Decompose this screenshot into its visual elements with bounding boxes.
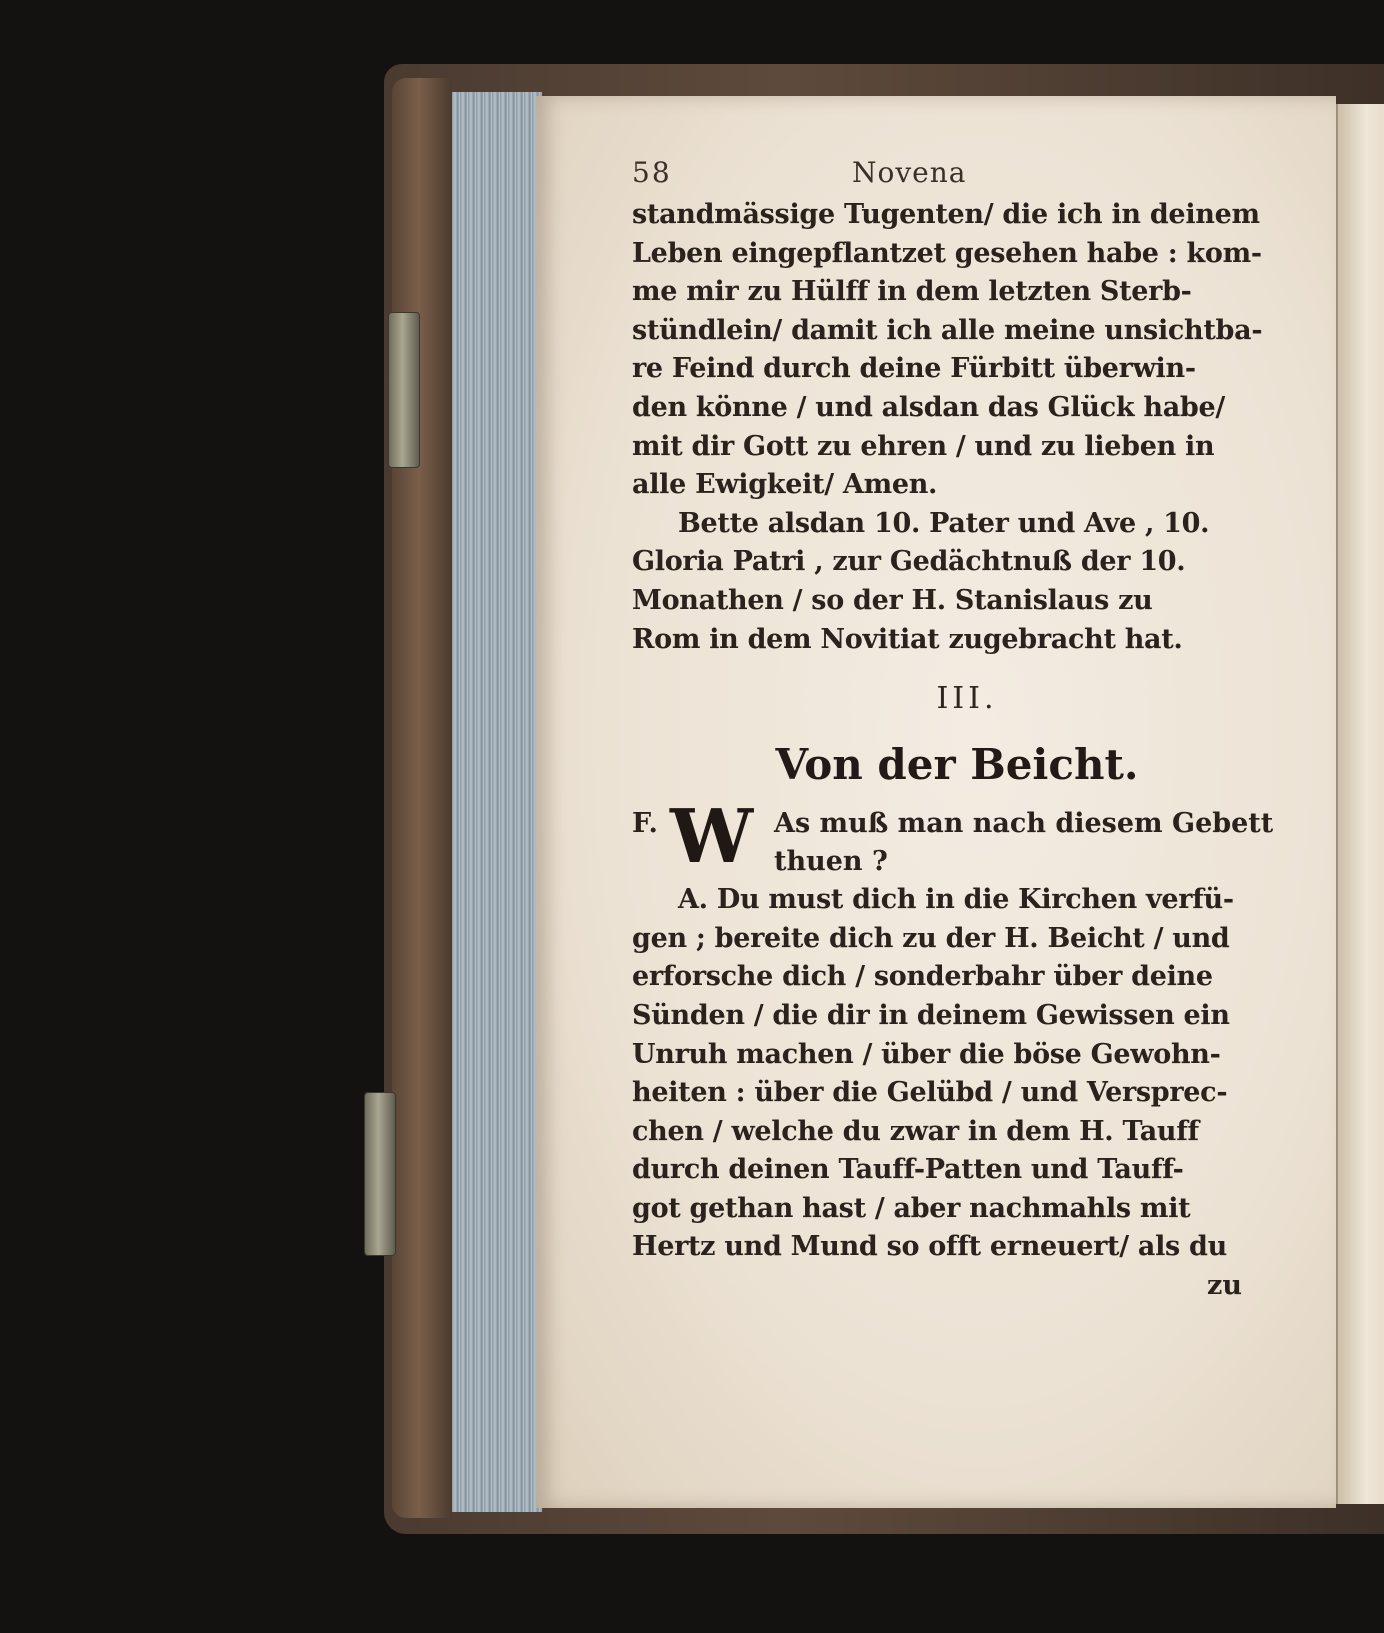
text-line: Rom in dem Novitiat zugebracht hat. bbox=[632, 623, 1183, 655]
running-title: Novena bbox=[852, 156, 967, 189]
text-line: me mir zu Hülff in dem letzten Sterb- bbox=[632, 276, 1192, 308]
text-line: re Feind durch deine Fürbitt überwin- bbox=[632, 353, 1196, 385]
drop-cap-initial: W bbox=[670, 794, 754, 881]
text-line: stündlein/ damit ich alle meine unsichtba- bbox=[632, 314, 1263, 346]
text-line: gen ; bereite dich zu der H. Beicht / und bbox=[632, 922, 1230, 954]
catchword: zu bbox=[1207, 1270, 1242, 1302]
text-line: Bette alsdan 10. Pater und Ave , 10. bbox=[678, 507, 1210, 539]
facing-page-edge bbox=[1336, 104, 1384, 1504]
text-line: Monathen / so der H. Stanislaus zu bbox=[632, 584, 1153, 616]
text-line: Unruh machen / über die böse Gewohn- bbox=[632, 1038, 1221, 1070]
section-number: III. bbox=[936, 681, 998, 717]
question-block bbox=[632, 794, 1274, 881]
page-header bbox=[632, 156, 1242, 196]
text-line: den könne / und alsdan das Glück habe/ bbox=[632, 391, 1225, 423]
page-text bbox=[632, 156, 1274, 1306]
instruction-paragraph bbox=[632, 505, 1242, 659]
text-line: got gethan hast / aber nachmahls mit bbox=[632, 1192, 1191, 1224]
text-line: chen / welche du zwar in dem H. Tauff bbox=[632, 1115, 1199, 1147]
question-line: thuen ? bbox=[774, 846, 888, 878]
page-edges bbox=[452, 92, 542, 1512]
text-line: standmässige Tugenten/ die ich in deinem bbox=[632, 199, 1260, 230]
text-line: alle Ewigkeit/ Amen. bbox=[632, 469, 938, 501]
text-line: mit dir Gott zu ehren / und zu lieben in bbox=[632, 430, 1215, 462]
answer-paragraph bbox=[632, 881, 1242, 1267]
prayer-paragraph bbox=[632, 196, 1263, 505]
text-line: Gloria Patri , zur Gedächtnuß der 10. bbox=[632, 546, 1186, 578]
book-spine bbox=[392, 78, 452, 1518]
question-prefix: F. bbox=[632, 808, 658, 840]
text-line: heiten : über die Gelübd / und Versprec- bbox=[632, 1077, 1228, 1109]
text-line: erforsche dich / sonderbahr über deine bbox=[632, 961, 1213, 993]
page-number: 58 bbox=[632, 156, 672, 189]
text-line: durch deinen Tauff-Patten und Tauff- bbox=[632, 1154, 1184, 1186]
text-line: A. Du must dich in die Kirchen verfü- bbox=[678, 884, 1234, 916]
question-line: As muß man nach diesem Gebett bbox=[774, 808, 1274, 840]
text-line: Sünden / die dir in deinem Gewissen ein bbox=[632, 999, 1230, 1031]
upper-clasp-icon bbox=[388, 312, 420, 468]
text-line: Hertz und Mund so offt erneuert/ als du bbox=[632, 1231, 1227, 1263]
lower-clasp-icon bbox=[364, 1092, 396, 1256]
section-title: Von der Beicht. bbox=[775, 740, 1139, 790]
text-line: Leben eingepflantzet gesehen habe : kom- bbox=[632, 237, 1262, 269]
